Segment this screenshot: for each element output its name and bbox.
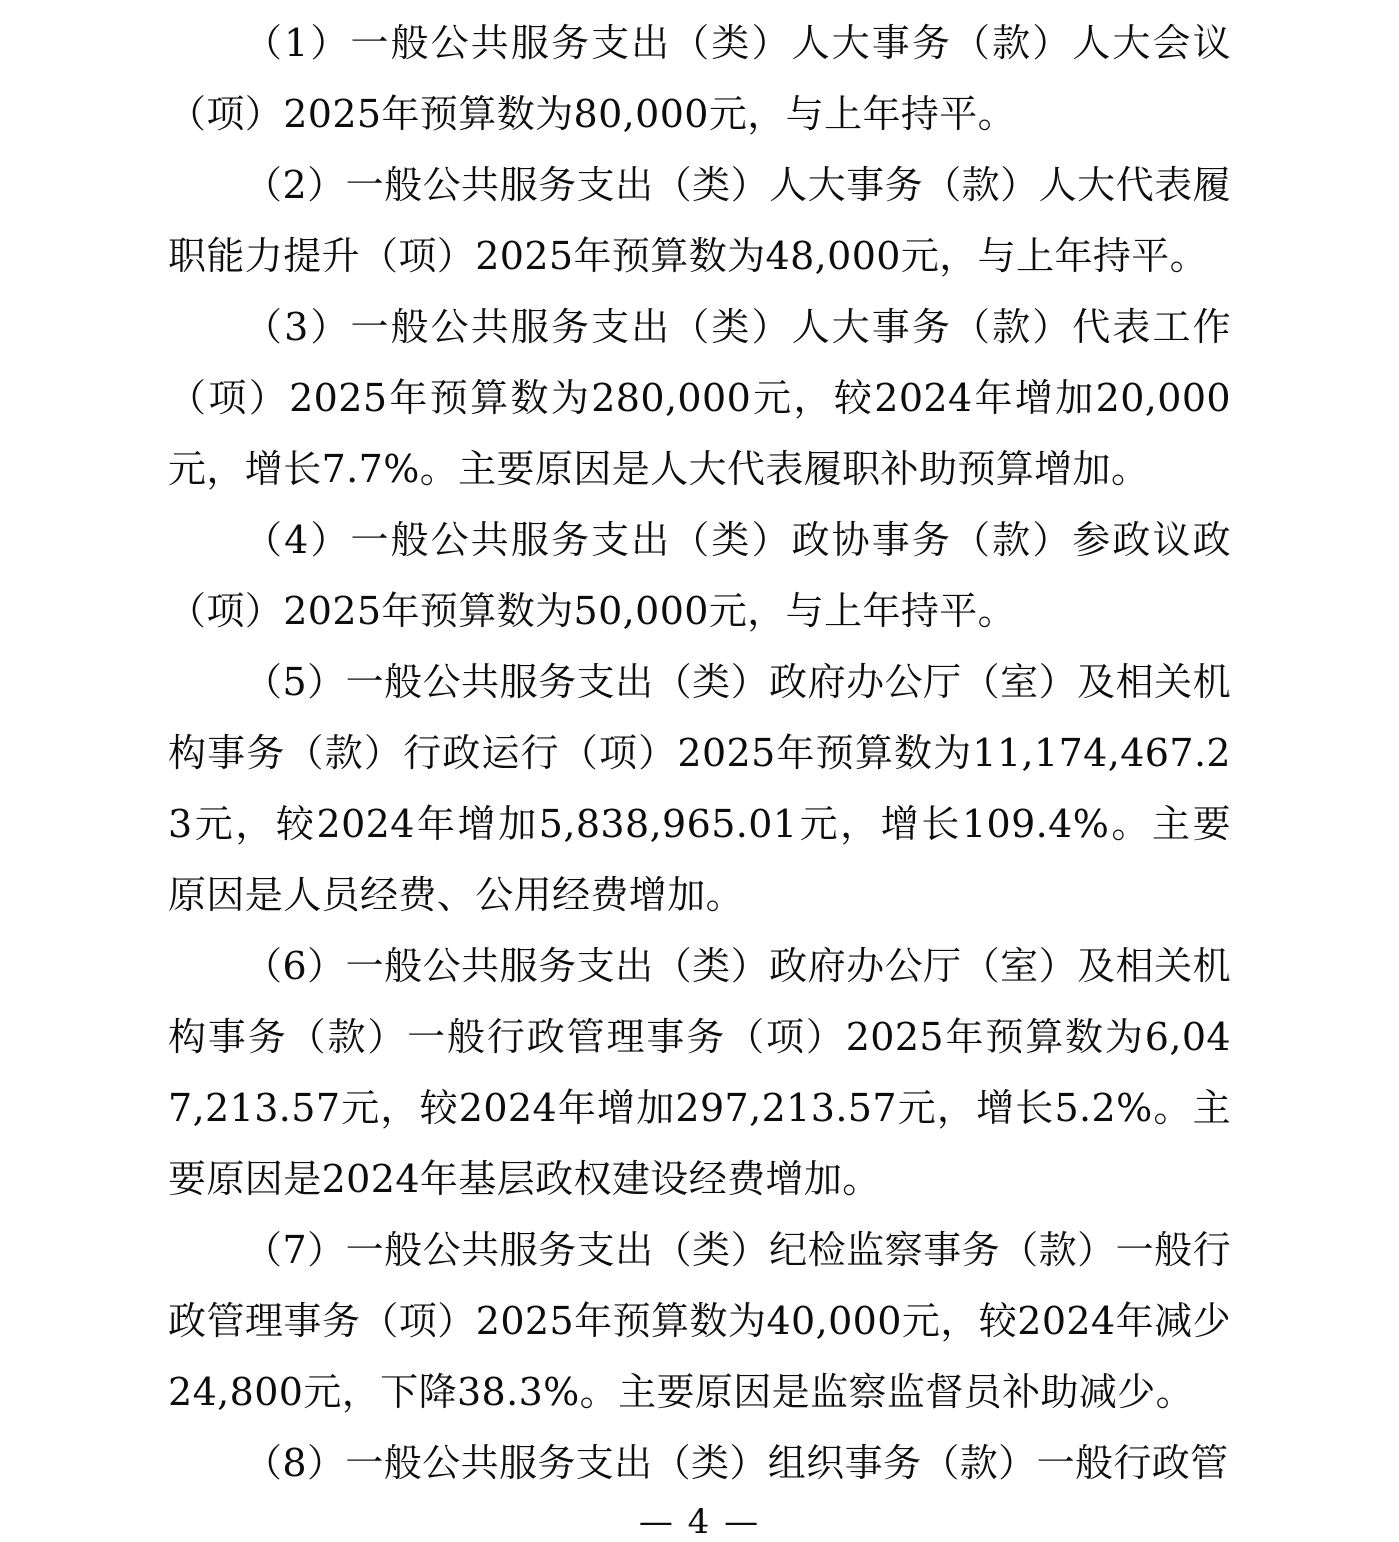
paragraph-item-2: （2）一般公共服务支出（类）人大事务（款）人大代表履职能力提升（项）2025年预算数为48,000元，与上年持平。 bbox=[168, 163, 1231, 278]
paragraph-item-1: （1）一般公共服务支出（类）人大事务（款）人大会议（项）2025年预算数为80,000元，与上年持平。 bbox=[168, 21, 1231, 136]
paragraph-item-3: （3）一般公共服务支出（类）人大事务（款）代表工作（项）2025年预算数为280,000元，较2024年增加20,000元，增长7.7%。主要原因是人大代表履职补助预算增加。 bbox=[168, 305, 1231, 491]
paragraph-item-6: （6）一般公共服务支出（类）政府办公厅（室）及相关机构事务（款）一般行政管理事务（项）2025年预算数为6,047,213.57元，较2024年增加297,213.57元，增长5.2%。主要原因是2024年基层政权建设经费增加。 bbox=[168, 944, 1231, 1201]
paragraph-item-5: （5）一般公共服务支出（类）政府办公厅（室）及相关机构事务（款）行政运行（项）2025年预算数为11,174,467.23元，较2024年增加5,838,965.01元，增长109.4%。主要原因是人员经费、公用经费增加。 bbox=[168, 660, 1231, 917]
paragraph-item-4: （4）一般公共服务支出（类）政协事务（款）参政议政（项）2025年预算数为50,000元，与上年持平。 bbox=[168, 518, 1231, 633]
paragraph-item-8: （8）一般公共服务支出（类）组织事务（款）一般行政管 bbox=[244, 1441, 1229, 1485]
page-number: — 4 — bbox=[638, 1502, 761, 1542]
paragraph-item-7: （7）一般公共服务支出（类）纪检监察事务（款）一般行政管理事务（项）2025年预算数为40,000元，较2024年减少24,800元，下降38.3%。主要原因是监察监督员补助减少。 bbox=[168, 1228, 1231, 1414]
